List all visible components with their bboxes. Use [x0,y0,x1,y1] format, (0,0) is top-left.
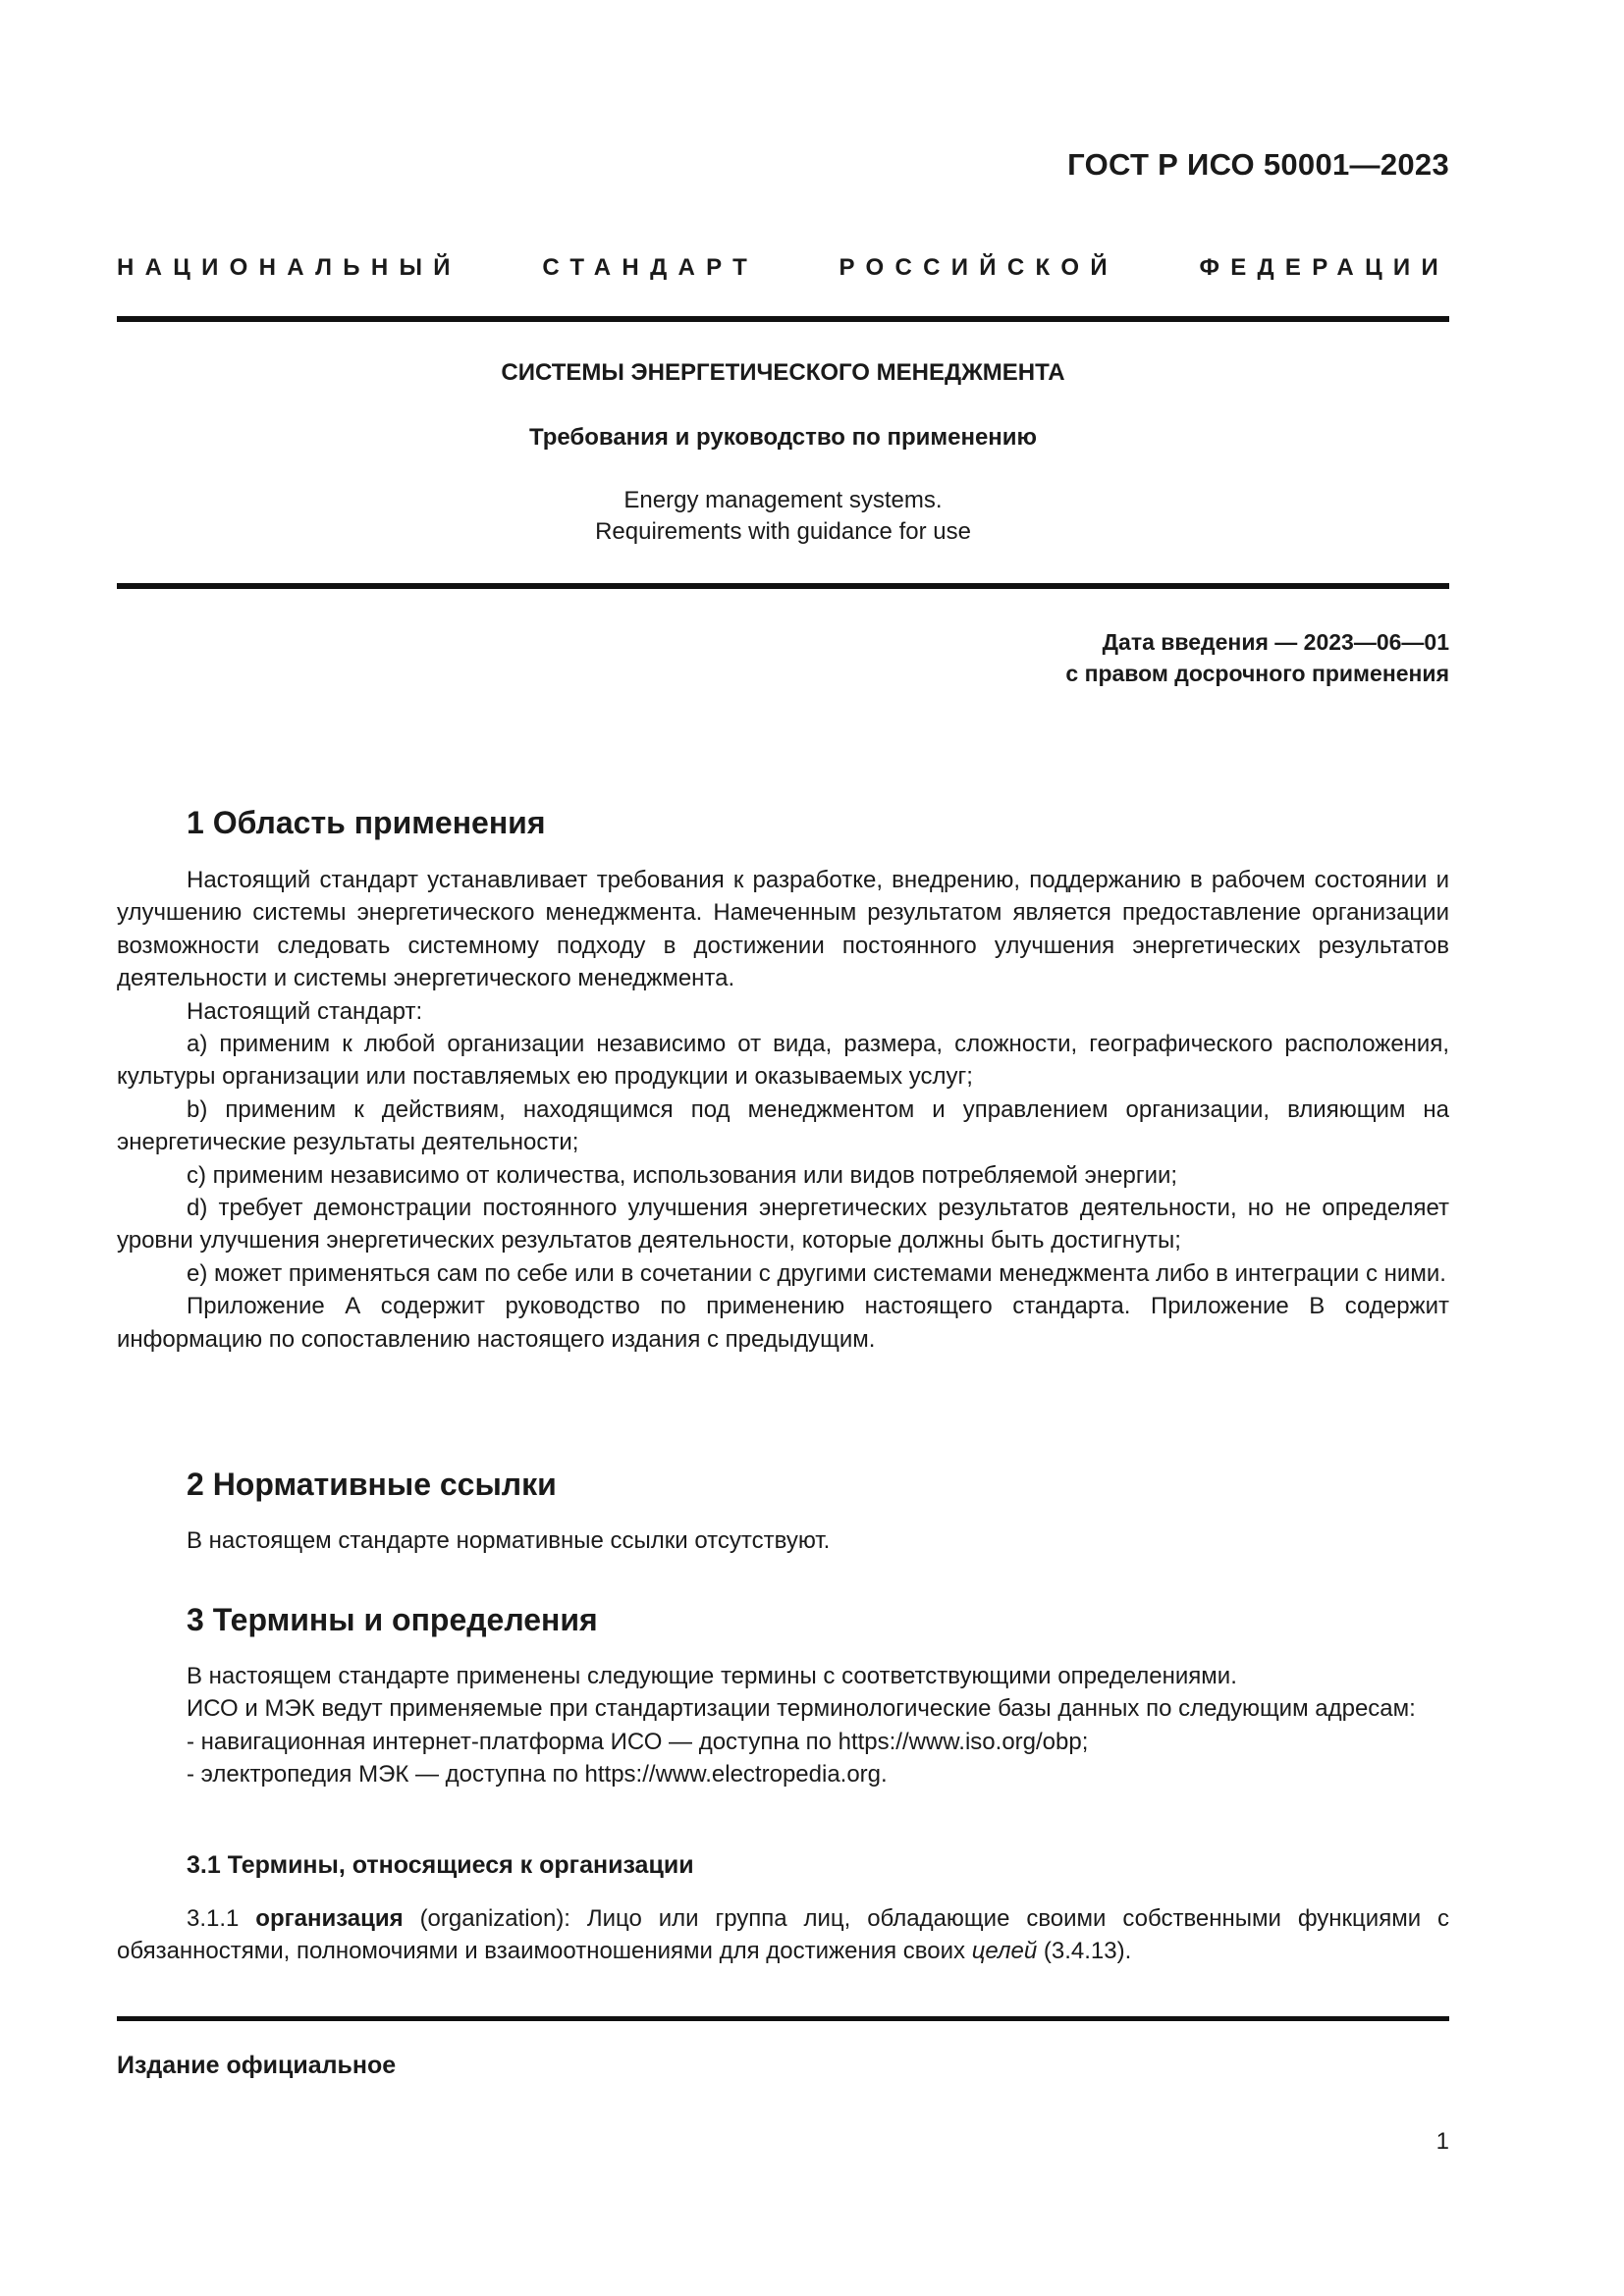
iso-obp-link-item: - навигационная интернет-платформа ИСО — доступна по https://www.iso.org/obp; [187,1728,1089,1755]
section-2-heading: 2 Нормативные ссылки [187,1467,557,1502]
section-1-heading: 1 Область применения [187,805,546,840]
english-title [117,485,1449,548]
title-bottom-rule [117,583,1449,589]
footer-rule [117,2016,1449,2021]
list-item-b: b) применим к действиям, находящимся под менеджментом и управлением организации, влияющим на энергетические результаты деятельности; [117,1095,1449,1156]
section-3-heading: 3 Термины и определения [187,1602,598,1637]
term-number: 3.1.1 [187,1905,240,1932]
list-item-a: a) применим к любой организации независимо от вида, размера, сложности, географического расположения, культуры организации или поставляемых ею продукции и оказываемых услуг; [117,1031,1449,1091]
section-1-paragraph-3: Приложение А содержит руководство по применению настоящего стандарта. Приложение В содержит информацию по сопоставлению настоящего издания с предыдущим. [117,1293,1449,1353]
english-title-line-1: Energy management systems. [623,487,943,513]
top-rule [117,316,1449,322]
term-definition [117,1902,1449,1968]
term-cross-reference: целей [971,1938,1038,1965]
early-application-note: с правом досрочного применения [1065,661,1449,686]
standard-number: ГОСТ Р ИСО 50001—2023 [1067,147,1449,182]
english-title-line-2: Requirements with guidance for use [595,518,971,545]
section-2-body [117,1524,1449,1557]
section-2-paragraph-1: В настоящем стандарте нормативные ссылки отсутствуют. [187,1527,831,1554]
section-1-paragraph-1: Настоящий стандарт устанавливает требования к разработке, внедрению, поддержанию в рабочем состоянии и улучшению системы энергетического менеджмента. Намеченным результатом является предоставление организации возможности следовать системному подходу в достижении постоянного улучшения энергетических результатов деятельности и системы энергетического менеджмента. [117,867,1449,992]
term-3-1-1 [117,1902,1449,1968]
section-1-body [117,864,1449,1356]
introduction-date-block [1065,626,1449,689]
list-item-e: e) может применяться сам по себе или в сочетании с другими системами менеджмента либо в интеграции с ними. [187,1259,1446,1287]
subsection-3-1-heading: 3.1 Термины, относящиеся к организации [187,1851,694,1879]
section-3-paragraph-2: ИСО и МЭК ведут применяемые при стандартизации терминологические базы данных по следующим адресам: [187,1695,1416,1723]
electropedia-link-item: - электропедия МЭК — доступна по https://www.electropedia.org. [187,1761,888,1789]
page-number: 1 [1435,2128,1449,2155]
section-3-body [117,1660,1449,1791]
term-name: организация [255,1905,404,1932]
term-body: (organization): Лицо или группа лиц, обладающие своими собственными функциями с обязанностями, полномочиями и взаимоотношениями для достижения своих [117,1905,1449,1965]
document-subtitle: Требования и руководство по применению [528,424,1038,451]
section-1-paragraph-2: Настоящий стандарт: [187,997,423,1025]
introduction-date: Дата введения — 2023—06—01 [1102,629,1449,655]
document-title: СИСТЕМЫ ЭНЕРГЕТИЧЕСКОГО МЕНЕДЖМЕНТА [501,359,1065,386]
national-standard-banner: НАЦИОНАЛЬНЫЙ СТАНДАРТ РОССИЙСКОЙ ФЕДЕРАЦИИ [117,254,1449,281]
term-reference-number: (3.4.13). [1043,1938,1132,1965]
list-item-d: d) требует демонстрации постоянного улучшения энергетических результатов деятельности, но не определяет уровни улучшения энергетических результатов деятельности, которые должны быть достигнуты; [117,1195,1449,1255]
section-3-paragraph-1: В настоящем стандарте применены следующие термины с соответствующими определениями. [187,1663,1237,1689]
official-edition-label: Издание официальное [117,2052,397,2079]
list-item-c: c) применим независимо от количества, использования или видов потребляемой энергии; [187,1161,1178,1189]
